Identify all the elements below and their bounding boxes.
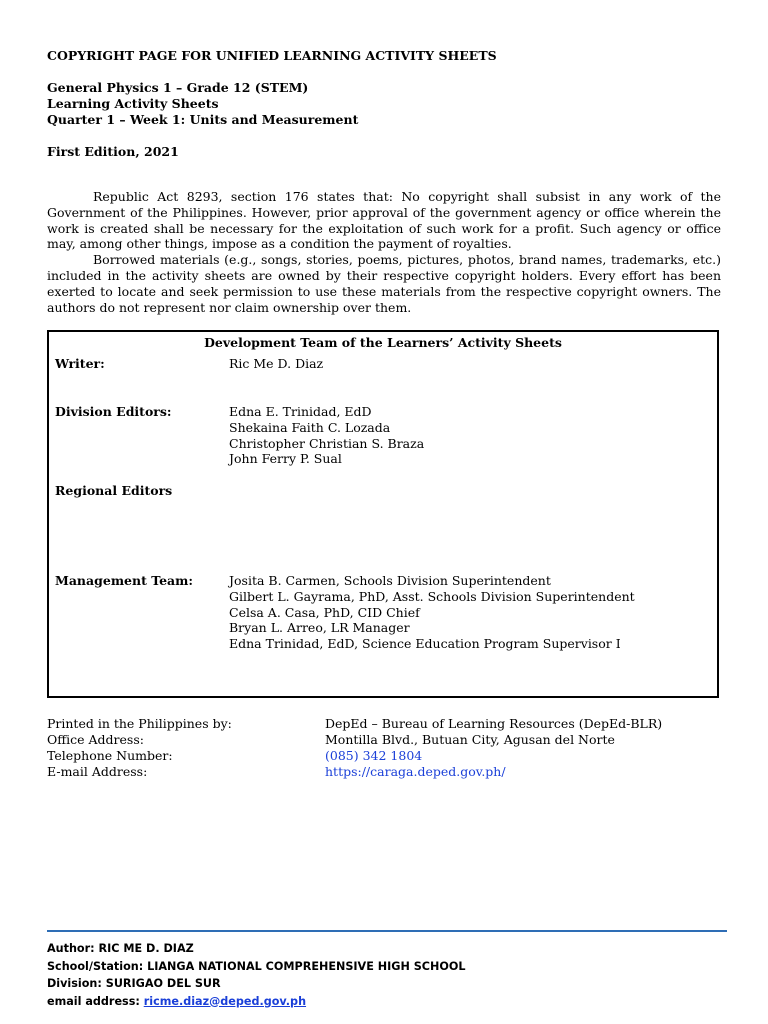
writer-label: Writer: [55, 356, 105, 371]
page-title: COPYRIGHT PAGE FOR UNIFIED LEARNING ACTIVITY SHEETS [47, 48, 497, 63]
management-member: Celsa A. Casa, PhD, CID Chief [229, 604, 420, 620]
footer-division: Division: SURIGAO DEL SUR [47, 977, 221, 990]
regional-editors-label: Regional Editors [55, 483, 173, 498]
footer-school: School/Station: LIANGA NATIONAL COMPREHENSIVE HIGH SCHOOL [47, 959, 466, 973]
subject-line: General Physics 1 – Grade 12 (STEM) [47, 80, 309, 95]
footer-email-label: email address: [47, 994, 144, 1008]
website-link[interactable]: https://caraga.deped.gov.ph/ [325, 764, 506, 779]
division-editor: Christopher Christian S. Braza [229, 435, 425, 451]
management-team-list [229, 573, 635, 652]
division-editor: Shekaina Faith C. Lozada [229, 419, 391, 435]
publisher-values [325, 716, 662, 780]
footer-email-link[interactable]: ricme.diaz@deped.gov.ph [143, 994, 307, 1008]
division-editors-list [229, 404, 424, 467]
footer-email-line [47, 993, 466, 1011]
division-editor: John Ferry P. Sual [229, 451, 342, 467]
development-team-box [47, 330, 719, 698]
quarter-line: Quarter 1 – Week 1: Units and Measurement [47, 112, 359, 127]
copyright-notice [47, 189, 721, 315]
publisher-labels [47, 716, 232, 780]
management-member: Gilbert L. Gayrama, PhD, Asst. Schools Division Superintendent [229, 588, 635, 604]
printer-value: DepEd – Bureau of Learning Resources (DepEd-BLR) [325, 716, 663, 731]
management-team-label: Management Team: [55, 573, 193, 588]
team-box-title: Development Team of the Learners’ Activity Sheets [204, 335, 562, 350]
management-member: Josita B. Carmen, Schools Division Superintendent [229, 573, 551, 588]
management-member: Bryan L. Arreo, LR Manager [229, 620, 410, 636]
printed-by-label: Printed in the Philippines by: [47, 716, 232, 731]
office-address-value: Montilla Blvd., Butuan City, Agusan del Norte [325, 732, 615, 747]
footer-divider [47, 930, 727, 932]
notice-paragraph-1: Republic Act 8293, section 176 states that: No copyright shall subsist in any work of the Government of the Philippines. However, prior approval of the government agency or office wherein the work is created shall be necessary for the exploitation of such work for a profit. Such agency or office may, among other things, impose as a condition the payment of royalties. [47, 189, 721, 252]
writer-name-text: Ric Me D. Diaz [229, 356, 324, 371]
email-label: E-mail Address: [47, 764, 148, 779]
office-address-label: Office Address: [47, 732, 144, 747]
notice-paragraph-2: Borrowed materials (e.g., songs, stories, poems, pictures, photos, brand names, trademarks, etc.) included in the activity sheets are owned by their respective copyright holders. Every effort has been exerted to locate and seek permission to use these materials from the respective copyright owners. The authors do not represent nor claim ownership over them. [47, 252, 721, 315]
footer-author: Author: RIC ME D. DIAZ [47, 942, 194, 955]
edition-line: First Edition, 2021 [47, 144, 179, 159]
telephone-link[interactable]: (085) 342 1804 [325, 748, 423, 763]
writer-name [229, 356, 323, 372]
page-footer [47, 940, 466, 1010]
division-editor: Edna E. Trinidad, EdD [229, 404, 372, 419]
division-editors-label: Division Editors: [55, 404, 172, 419]
management-member: Edna Trinidad, EdD, Science Education Program Supervisor I [229, 636, 621, 652]
material-line: Learning Activity Sheets [47, 96, 219, 111]
telephone-label: Telephone Number: [47, 748, 173, 763]
